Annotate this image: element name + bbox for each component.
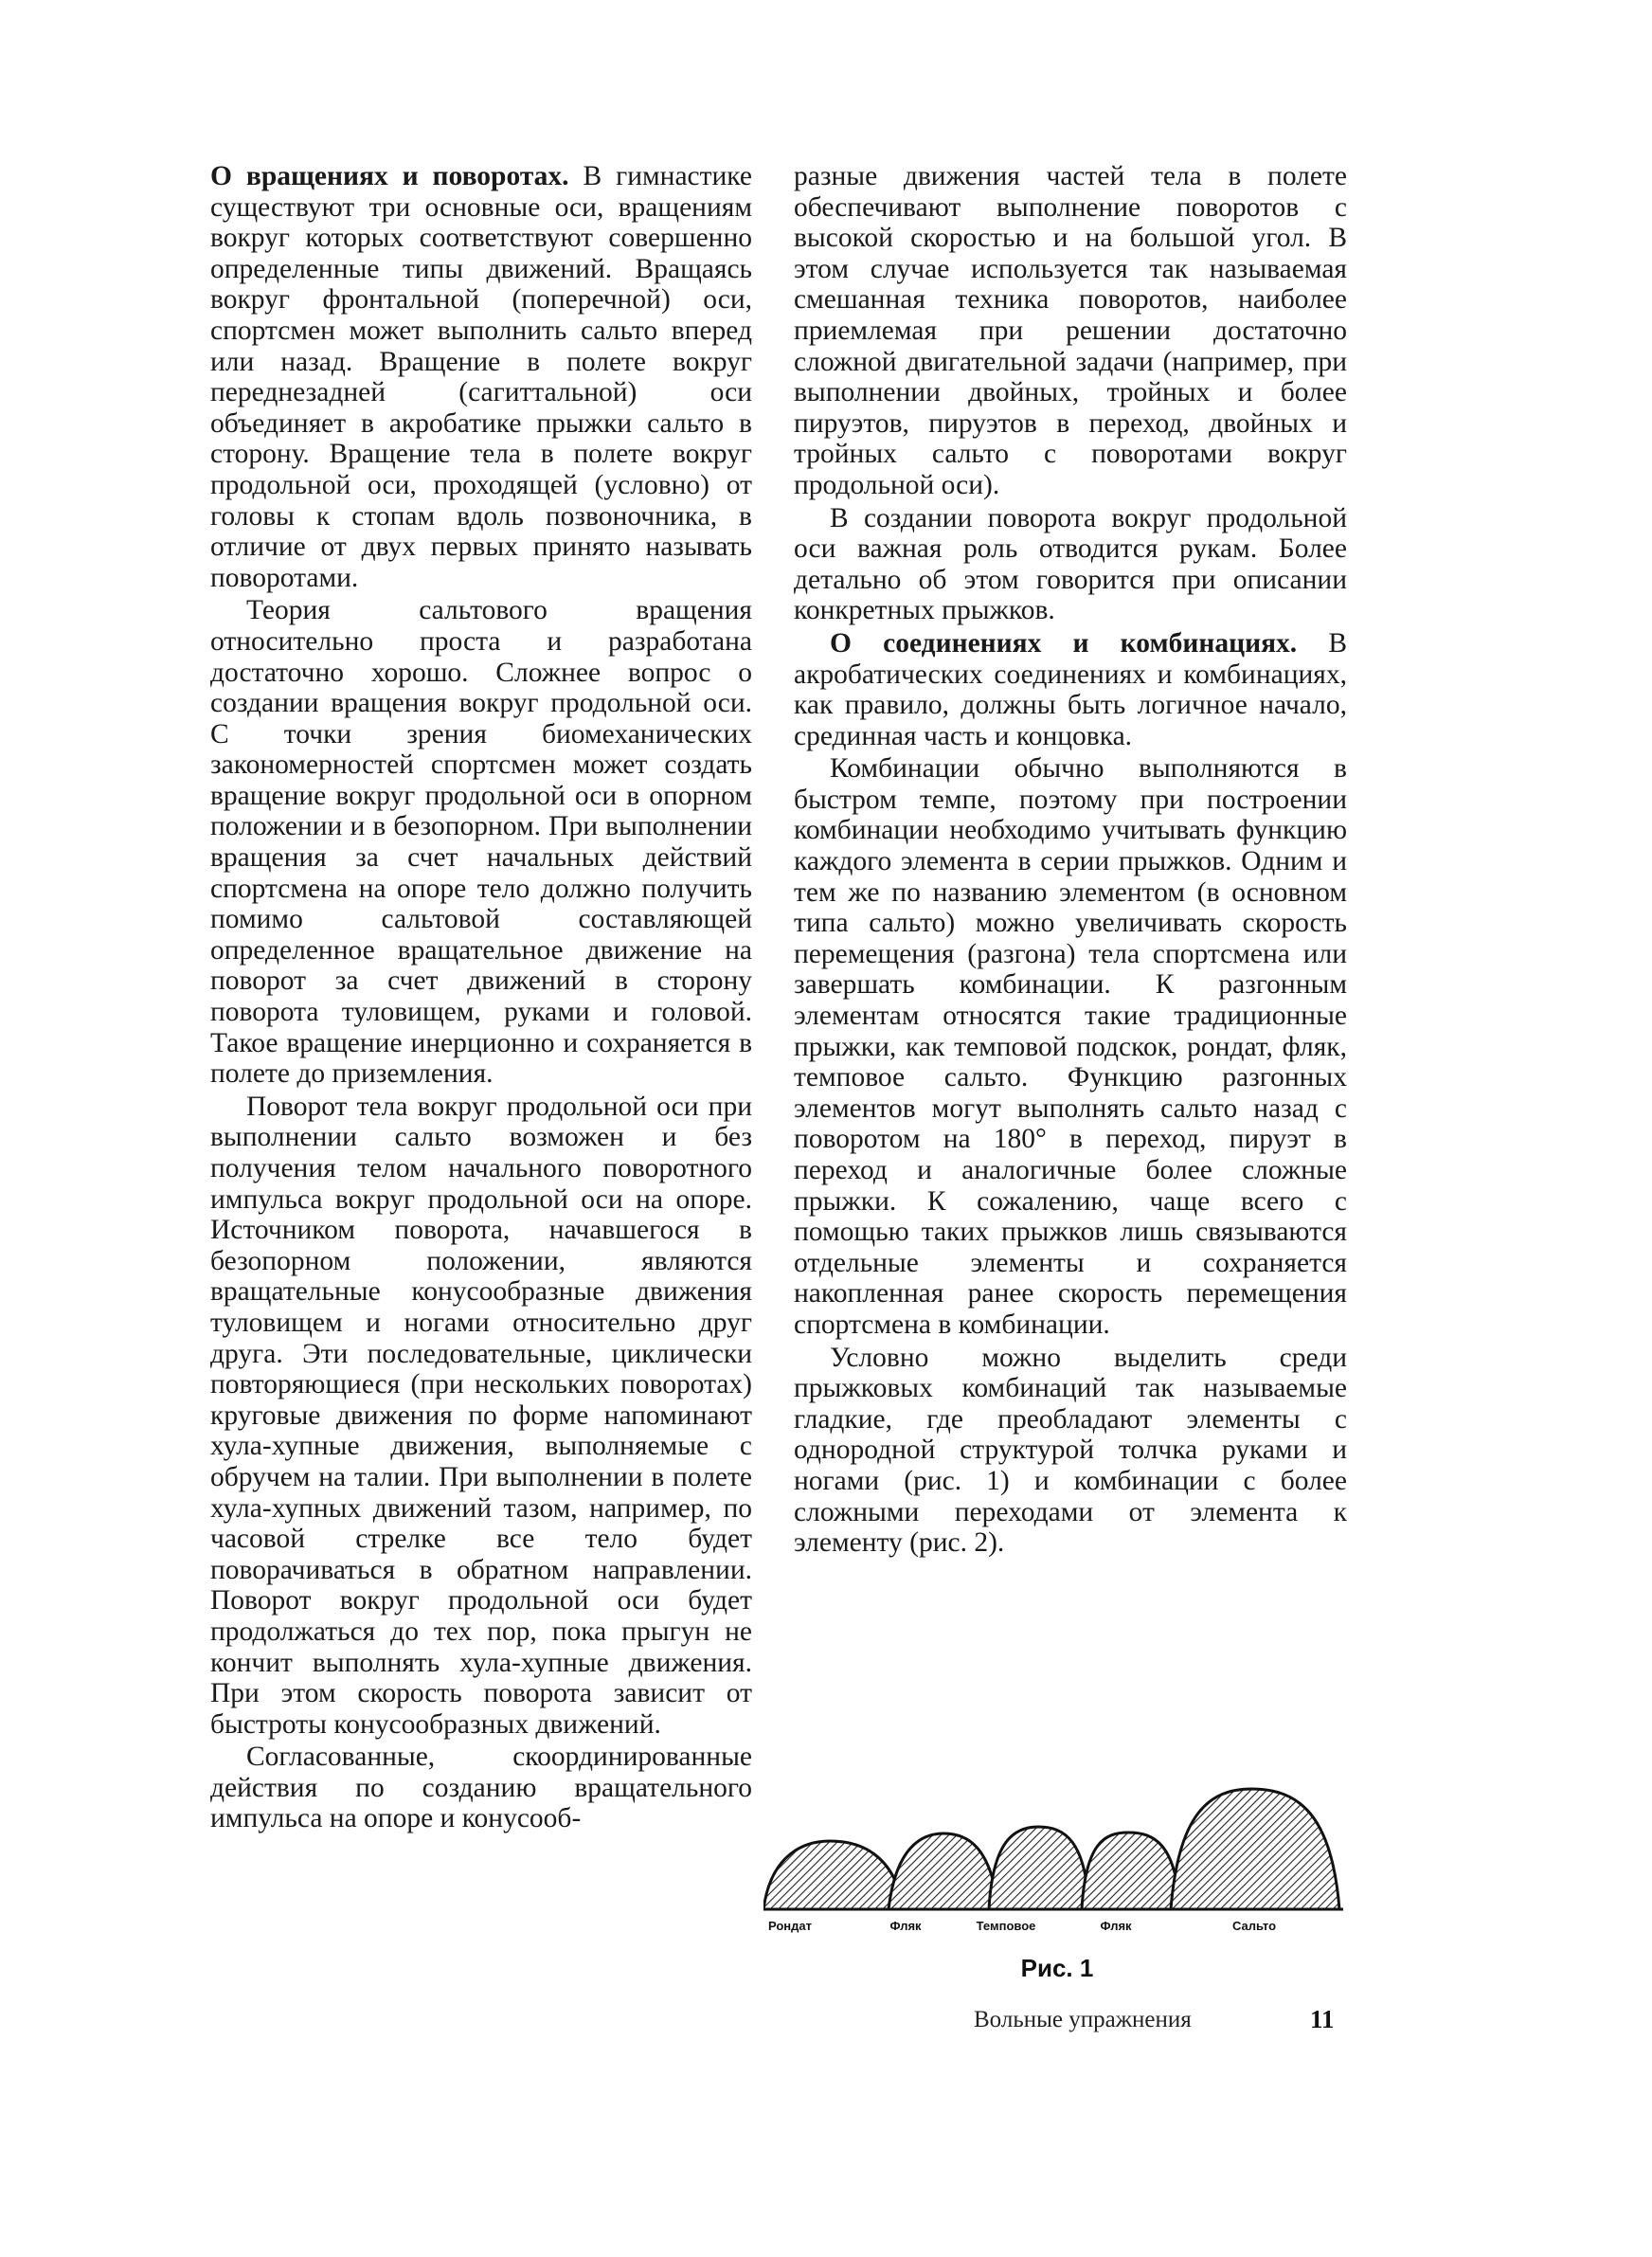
paragraph-arms: В создании поворота вокруг продольной оси важная роль отводится рукам. Более детально об этом говорится при описании конкретных прыжков. xyxy=(794,502,1347,626)
paragraph-continuation: разные движения частей тела в полете обеспечивают выполнение поворотов с высокой скоростью и на большой угол. В этом случае используется так называемая смешанная техника поворотов, наиболее приемлемая при решении достаточно сложной двигательной задачи (например, при выполнении двойных, тройных и более пируэтов, пируэтов в переход, двойных и тройных сальто с поворотами вокруг продольной оси). xyxy=(794,161,1347,500)
paragraph-theory: Теория сальтового вращения относительно проста и разработана достаточно хорошо. Сложнее вопрос о создании вращения вокруг продольной оси. С точки зрения биомеханических закономерностей спортсмен может создать вращение вокруг продольной оси в опорном положении и в безопорном. При выполнении вращения за счет начальных действий спортсмена на опоре тело должно получить помимо сальтовой составляющей определенное вращательное движение на поворот за счет движений в сторону поворота туловищем, руками и головой. Такое вращение инерционно и сохраняется в полете до приземления. xyxy=(210,595,752,1090)
paragraph-text: В акробатических соединениях и комбинациях, как правило, должны быть логичное начало, срединная часть и концовка. xyxy=(794,627,1347,751)
arc-tempo xyxy=(989,1827,1089,1909)
arc-flyak-2 xyxy=(1082,1833,1180,1909)
page-number: 11 xyxy=(1310,2005,1335,2033)
left-column xyxy=(210,161,752,1834)
paragraph-combinations xyxy=(794,628,1347,751)
figure-label-tempo: Темповое xyxy=(976,1919,1036,1933)
figure-label-flyak-2: Фляк xyxy=(1100,1919,1132,1933)
paragraph-coordinated: Согласованные, скоординированные действия по созданию вращательного импульса на опоре и конусооб- xyxy=(210,1742,752,1834)
paragraph-turn: Поворот тела вокруг продольной оси при выполнении сальто возможен и без получения телом начального поворотного импульса вокруг продольной оси на опоре. Источником поворота, начавшегося в безопорном положении, являются вращательные конусообразные движения туловищем и ногами относительно друг друга. Эти последовательные, циклически повторяющиеся (при нескольких поворотах) круговые движения по форме напоминают хула-хупные движения, выполняемые с обручем на талии. При выполнении в полете хула-хупных движений тазом, например, по часовой стрелке все тело будет поворачиваться в обратном направлении. Поворот вокруг продольной оси будет продолжаться до тех пор, пока прыгун не кончит выполнять хула-хупные движения. При этом скорость поворота зависит от быстроты конусообразных движений. xyxy=(210,1091,752,1740)
running-footer: Вольные упражнения xyxy=(974,2007,1192,2032)
figure-1 xyxy=(763,1762,1351,1990)
paragraph-text: В гимнастике существуют три основные оси, вращениям вокруг которых соответствуют совершенно определенные типы движений. Вращаясь вокруг фронтальной (поперечной) оси, спортсмен может выполнить сальто вперед или назад. Вращение в полете вокруг переднезадней (сагиттальной) оси объединяет в акробатике прыжки сальто в сторону. Вращение тела в полете вокруг продольной оси, проходящей (условно) от головы к стопам вдоль позвоночника, в отличие от двух первых принято называть поворотами. xyxy=(210,161,753,593)
arc-salto xyxy=(1171,1789,1339,1909)
figure-label-rondat: Рондат xyxy=(768,1919,812,1933)
arc-rondat xyxy=(763,1841,904,1909)
section-heading-rotations: О вращениях и поворотах. xyxy=(210,161,569,191)
right-column xyxy=(794,161,1347,1559)
section-heading-combinations: О соединениях и комбинациях. xyxy=(830,627,1298,659)
jump-arcs-diagram xyxy=(763,1762,1351,1923)
figure-label-flyak: Фляк xyxy=(889,1919,922,1933)
figure-caption: Рис. 1 xyxy=(1020,1954,1094,1982)
paragraph-smooth: Условно можно выделить среди прыжковых комбинаций так называемые гладкие, где преобладают элементы с однородной структурой толчка руками и ногами (рис. 1) и комбинации с более сложными переходами от элемента к элементу (рис. 2). xyxy=(794,1342,1347,1559)
paragraph-tempo: Комбинации обычно выполняются в быстром темпе, поэтому при построении комбинации необходимо учитывать функцию каждого элемента в серии прыжков. Одним и тем же по названию элементом (в основном типа сальто) можно увеличивать скорость перемещения (разгона) тела спортсмена или завершать комбинации. К разгонным элементам относятся такие традиционные прыжки, как темповой подскок, рондат, фляк, темповое сальто. Функцию разгонных элементов могут выполнять сальто назад с поворотом на 180° в переход, пируэт в переход и аналогичные более сложные прыжки. К сожалению, чаще всего с помощью таких прыжков лишь связываются отдельные элементы и сохраняется накопленная ранее скорость перемещения спортсмена в комбинации. xyxy=(794,753,1347,1340)
paragraph-rotations xyxy=(210,161,752,593)
arc-flyak-1 xyxy=(889,1833,998,1909)
figure-label-salto: Сальто xyxy=(1231,1919,1277,1933)
